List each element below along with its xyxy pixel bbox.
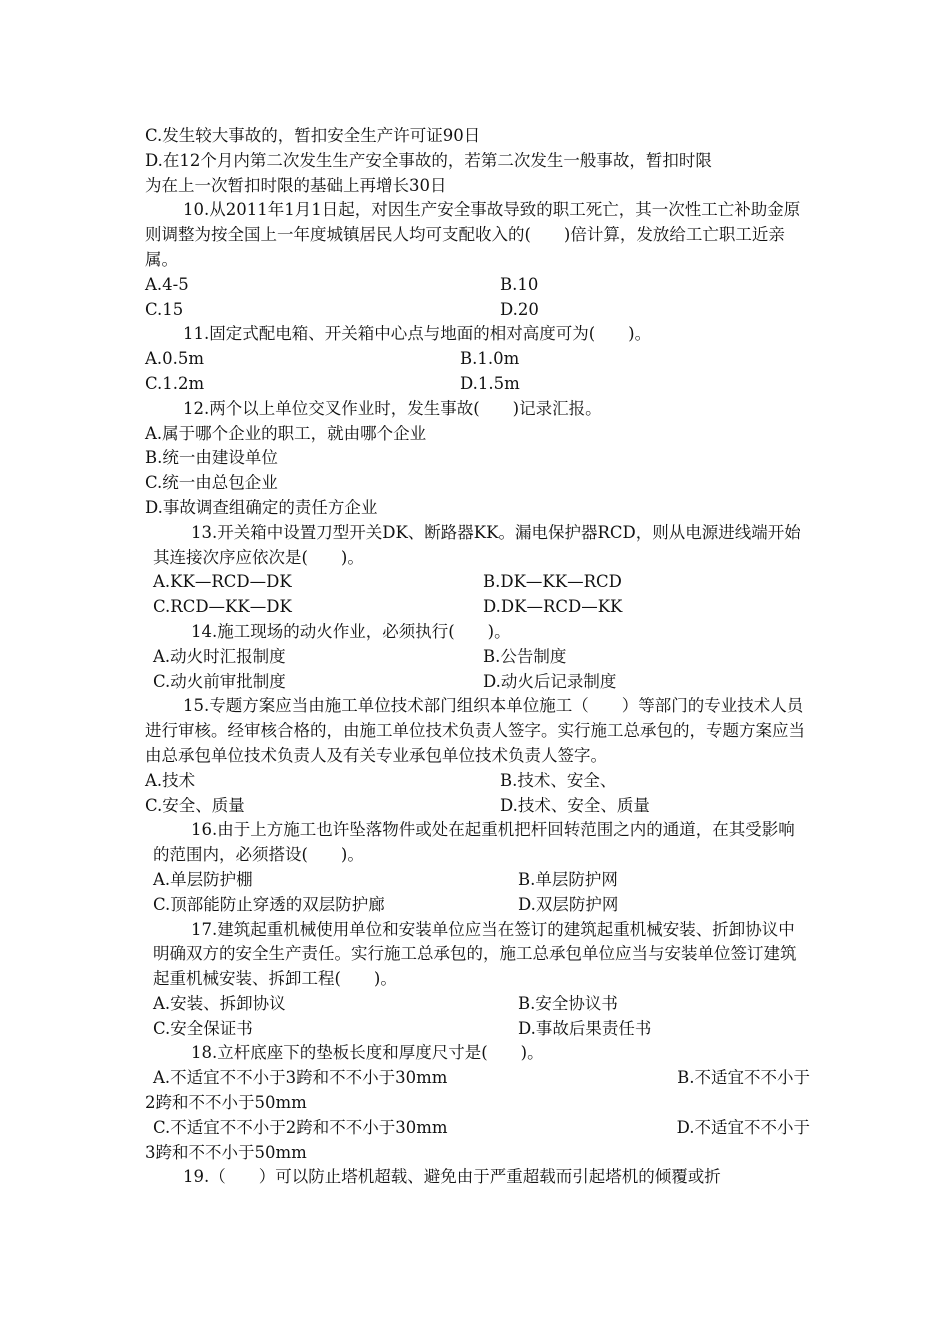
q11-option-b: B.1.0m — [460, 349, 520, 369]
question-17: 17.建筑起重机械使用单位和安装单位应当在签订的建筑起重机械安装、折卸协议中明确双方的安全生产责任。实行施工总承包的，施工总承包单位应当与安装单位签订建筑起重机械安装、拆卸工程( )。 — [153, 919, 797, 989]
q17-option-d: D.事故后果责任书 — [518, 1018, 652, 1038]
q10-option-d: D.20 — [500, 299, 539, 319]
q14-option-a: A.动火时汇报制度 — [153, 646, 286, 666]
question-16: 16.由于上方施工也许坠落物件或处在起重机把杆回转范围之内的通道，在其受影响的范围内，必须搭设( )。 — [153, 820, 795, 865]
question-19: 19.（ ）可以防止塔机超载、避免由于严重超载而引起塔机的倾覆或折 — [183, 1167, 721, 1187]
q13-option-a: A.KK—RCD—DK — [153, 572, 292, 592]
q11-option-c: C.1.2m — [145, 373, 205, 393]
q16-option-c: C.顶部能防止穿透的双层防护廊 — [153, 894, 385, 914]
q10-option-a: A.4-5 — [145, 274, 189, 294]
q18-options-row-1 — [145, 1066, 810, 1091]
q10-option-b: B.10 — [500, 274, 539, 294]
q14-options-row-1 — [145, 645, 810, 670]
q17-options-row-2 — [145, 1017, 810, 1042]
q16-options-row-1 — [145, 868, 810, 893]
q11-options-row-2 — [145, 372, 810, 397]
q17-option-a: A.安装、拆卸协议 — [153, 993, 286, 1013]
q12-option-b: B.统一由建设单位 — [145, 448, 278, 468]
question-13: 13.开关箱中设置刀型开关DK、断路器KK。漏电保护器RCD，则从电源进线端开始其连接次序应依次是( )。 — [153, 522, 801, 567]
q13-option-b: B.DK—KK—RCD — [483, 572, 622, 592]
question-12: 12.两个以上单位交叉作业时，发生事故( )记录汇报。 — [183, 398, 602, 418]
q9-option-c: C.发生较大事故的，暂扣安全生产许可证90日 — [145, 126, 481, 145]
q17-option-c: C.安全保证书 — [153, 1018, 253, 1038]
q11-option-a: A.0.5m — [145, 349, 205, 369]
q16-options-row-2 — [145, 893, 810, 918]
q18-option-b-continued: 2跨和不不小于50mm — [145, 1093, 307, 1113]
q15-option-c: C.安全、质量 — [145, 795, 245, 815]
q11-options-row-1 — [145, 347, 810, 372]
q9-option-d-continued: 为在上一次暂扣时限的基础上再增长30日 — [145, 175, 447, 195]
q10-option-c: C.15 — [145, 299, 184, 319]
q18-option-c: C.不适宜不不小于2跨和不不小于30mm — [153, 1117, 448, 1137]
q10-options-row-2 — [145, 298, 810, 323]
q15-options-row-1 — [145, 769, 810, 794]
q13-options-row-1 — [145, 570, 810, 595]
q14-option-b: B.公告制度 — [483, 646, 567, 666]
q15-options-row-2 — [145, 794, 810, 819]
q13-options-row-2 — [145, 595, 810, 620]
q12-option-a: A.属于哪个企业的职工，就由哪个企业 — [145, 423, 427, 443]
q16-option-d: D.双层防护网 — [518, 894, 619, 914]
question-18: 18.立杆底座下的垫板长度和厚度尺寸是( )。 — [191, 1043, 544, 1063]
question-14: 14.施工现场的动火作业，必须执行( )。 — [191, 621, 511, 641]
q14-option-c: C.动火前审批制度 — [153, 671, 286, 691]
q18-option-a: A.不适宜不不小于3跨和不不小于30mm — [153, 1068, 448, 1088]
q10-options-row-1 — [145, 273, 810, 298]
question-15: 15.专题方案应当由施工单位技术部门组织本单位施工（ ）等部门的专业技术人员进行审核。经审核合格的，由施工单位技术负责人签字。实行施工总承包的，专题方案应当由总承包单位技术负责人及有关专业承包单位技术负责人签字。 — [145, 696, 805, 765]
q18-option-d-continued: 3跨和不不小于50mm — [145, 1142, 307, 1162]
q18-options-row-2 — [145, 1116, 810, 1141]
q11-option-d: D.1.5m — [460, 373, 520, 393]
page-content — [145, 124, 810, 1190]
question-11: 11.固定式配电箱、开关箱中心点与地面的相对高度可为( )。 — [183, 324, 652, 344]
q18-option-b: B.不适宜不不小于 — [677, 1068, 810, 1088]
q17-option-b: B.安全协议书 — [518, 993, 618, 1013]
q15-option-b: B.技术、安全、 — [500, 770, 617, 790]
q15-option-d: D.技术、安全、质量 — [500, 795, 650, 815]
question-10: 10.从2011年1月1日起，对因生产安全事故导致的职工死亡，其一次性工亡补助金原则调整为按全国上一年度城镇居民人均可支配收入的( )倍计算，发放给工亡职工近亲属。 — [145, 200, 801, 269]
q9-option-d: D.在12个月内第二次发生生产安全事故的，若第二次发生一般事故，暂扣时限 — [145, 150, 712, 170]
q12-option-c: C.统一由总包企业 — [145, 473, 278, 493]
q15-option-a: A.技术 — [145, 770, 196, 790]
q16-option-a: A.单层防护棚 — [153, 869, 253, 889]
q12-option-d: D.事故调查组确定的责任方企业 — [145, 497, 378, 517]
q17-options-row-1 — [145, 992, 810, 1017]
q14-option-d: D.动火后记录制度 — [483, 671, 617, 691]
q13-option-c: C.RCD—KK—DK — [153, 597, 292, 617]
q13-option-d: D.DK—RCD—KK — [483, 597, 623, 617]
q14-options-row-2 — [145, 670, 810, 695]
q18-option-d: D.不适宜不不小于 — [676, 1117, 810, 1137]
q16-option-b: B.单层防护网 — [518, 869, 618, 889]
